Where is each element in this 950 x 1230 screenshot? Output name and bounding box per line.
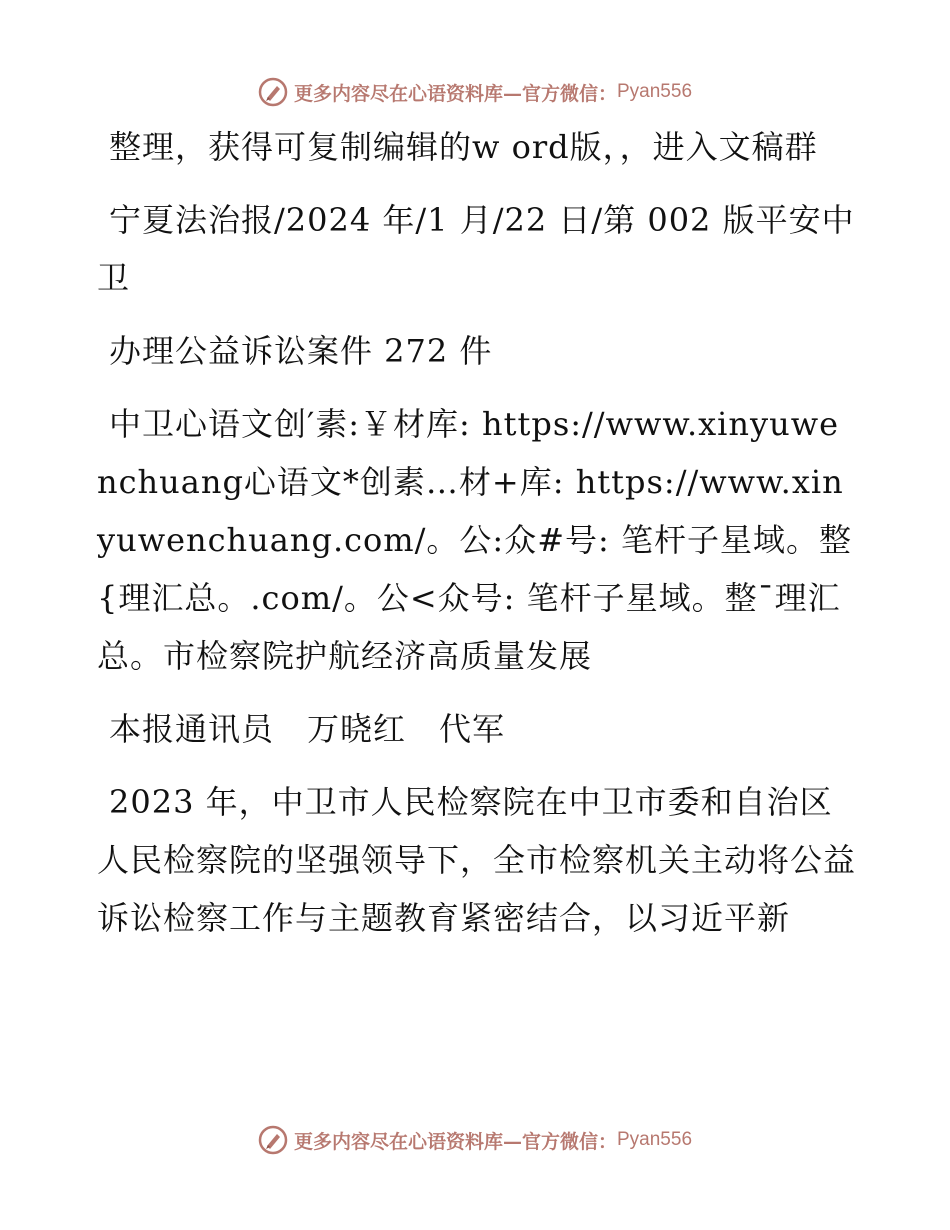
pen-logo-icon: [258, 1125, 288, 1155]
document-body: [97, 118, 857, 962]
watermark-contact: Pyan556: [617, 1129, 693, 1150]
paragraph-headline: 办理公益诉讼案件 272 件: [109, 332, 493, 370]
paragraph-watermark-mixed: 中卫心语文创′素:￥材库: https://www.xinyuwenchuang心语文*创素…材+库: https://www.xinyuwenchuang.com/。公:众#号: 笔杆子星域。整{理汇总。.com/。公<众号: 笔杆子星域。整¯理汇总。市检察院护航经济高质量发展: [97, 405, 852, 675]
watermark-contact: Pyan556: [617, 81, 693, 102]
pen-logo-icon: [258, 77, 288, 107]
header-watermark-banner: [0, 70, 950, 114]
watermark-text: 更多内容尽在心语资料库—官方微信：: [293, 82, 617, 105]
paragraph-byline: 本报通讯员 万晓红 代军: [109, 710, 506, 748]
paragraph-body: 2023 年，中卫市人民检察院在中卫市委和自治区人民检察院的坚强领导下，全市检察机关主动将公益诉讼检察工作与主题教育紧密结合，以习近平新: [97, 783, 857, 937]
footer-watermark-banner: [0, 1118, 950, 1162]
paragraph-intro: 整理，获得可复制编辑的w ord版，，进入文稿群: [109, 128, 818, 166]
paragraph-source: 宁夏法治报/2024 年/1 月/22 日/第 002 版平安中卫: [97, 201, 855, 297]
watermark-text: 更多内容尽在心语资料库—官方微信：: [293, 1130, 617, 1153]
